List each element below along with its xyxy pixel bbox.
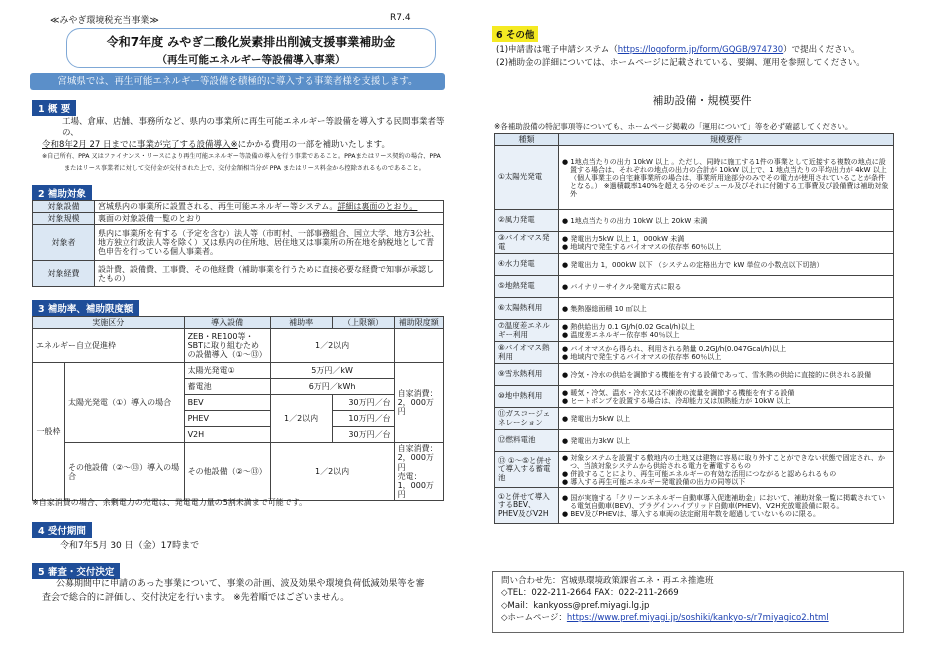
section-5-heading: 5 審査・交付決定 <box>32 563 120 579</box>
intro-banner: 宮城県では、再生可能エネルギー等設備を積極的に導入する事業者様を支援します。 <box>30 73 445 90</box>
deadline-text: 令和7年5月 30 日（金）17時まで <box>60 541 200 551</box>
section-1-body: 工場、倉庫、店舗、事務所など、県内の事業所に再生可能エネルギー等設備を導入する民間事業者等の、 令和8年2月 27 日までに事業が完了する設備導入※にかかる費用の一部を補助いたします。 ※自己所有、PPA 又はファイナンス・リースにより再生可能エネルギー等設備の導入を行う事業であること。PPAまたはリース契約の場合、PPA またはリース事業者に対して交付金が交付された上で、交付金額相当分が PPA またはリース料金から控除されるものであること。 <box>42 117 445 172</box>
req-row-battery: ⑬ ①～⑤と併せて導入する蓄電池 ● 対象システムを設置する敷地内の土地又は建物に容易に取り外すことができない状態で固定され、かつ、当該対象システムから供給される電力を蓄電するもの ● 併設することにより、再生可能エネルギーの有効な活用につながると認められるもの ● 導入する再生可能エネルギー発電設備の出力の同等以下 <box>495 452 894 488</box>
req-row-solar: ①太陽光発電 ● 1地点当たりの出力 10kW 以上 。ただし、同時に施工する1件の事業として近接する複数の地点に設置する場合は、それぞれの地点の出力の合計が 10kW 以上で、1 地点当たりの平均出力が 4kW 以上（個人事業主の自宅兼事業所の場合は、事業所用途部分のみでその電力が使用されていることが条件となる。） ※過積載率140%を超える分のモジュール及びそれに付随する工事費及び設備費は補助対象外 <box>495 146 894 210</box>
section-2-heading: 2 補助対象 <box>32 185 92 201</box>
target-row-scale: 対象規模 裏面の対象設備一覧のとおり <box>33 213 444 225</box>
rate-table: 実施区分 導入設備 補助率 （上限額） 補助限度額 エネルギー自立促進枠 ZEB・RE100等・SBTに取り組むための設備導入（①～⑬） 1／2以内 一般枠 太陽光発電（①）導入の場合 太陽光発電① 5万円／kW 自家消費： 2，000万円 蓄電池 6万円／kWh BEV 1／2以内 30万円／台 PHEV 10万円／台 V2H 30万円／台 その他設備（②～⑬）導入の場合 その他設備（②～⑬） 1／2以内 自家消費： 2，000万円 売電： 1，000万円 <box>32 316 444 501</box>
header-note: ≪みやぎ環境税充当事業≫ <box>50 16 159 26</box>
req-row-cogeneration: ⑪ガスコージェネレーション ● 発電出力5kW 以上 <box>495 408 894 430</box>
requirements-note: ※各補助設備の特記事項等についても、ホームページ掲載の「運用について」等を必ず確認してください。 <box>494 122 853 131</box>
req-row-wind: ②風力発電 ● 1地点当たりの出力 10kW 以上 20kW 未満 <box>495 210 894 232</box>
section-5-body: 公募期間中に申請のあった事業について、事業の計画、波及効果や環境負荷低減効果等を審 査会で総合的に評価し、交付決定を行います。 ※先着順ではございません。 <box>42 579 425 603</box>
target-row-expenses: 対象経費 設計費、設備費、工事費、その他経費（補助事業を行うために直接必要な経費で知事が承認したもの） <box>33 261 444 287</box>
rate-note: ※自家消費の場合、余剰電力の売電は、発電電力量の5割未満まで可能です。 <box>32 498 308 507</box>
req-row-ev: ①と併せて導入するBEV、PHEV及びV2H ● 国が実施する「クリーンエネルギー自動車導入促進補助金」において、補助対象一覧に掲載されている電気自動車(BEV)、プラグインハイブリッド自動車(PHEV)、V2H充放電設備に限る。 ● BEV及びPHEVは、導入する車両の法定耐用年数を超過していないものに限る。 <box>495 488 894 524</box>
req-row-solar-thermal: ⑥太陽熱利用 ● 集熱器総面積 10 ㎡以上 <box>495 298 894 320</box>
target-row-equipment: 対象設備 宮城県内の事業所に設置される、再生可能エネルギー等システム。詳細は裏面のとおり。 <box>33 201 444 213</box>
rate-row-independence: エネルギー自立促進枠 <box>33 329 185 363</box>
section-3-heading: 3 補助率、補助限度額 <box>32 300 139 316</box>
req-row-biomass-power: ③バイオマス発電 ● 発電出力5kW 以上 1，000kW 未満 ● 地域内で発生するバイオマスの依存率 60％以上 <box>495 232 894 254</box>
req-row-biomass-heat: ⑧バイオマス熱利用 ● バイオマスから得られ、利用される熱量 0.2GJ/h(0.047Gcal/h)以上 ● 地域内で発生するバイオマスの依存率 60％以上 <box>495 342 894 364</box>
e-application-link[interactable]: https://logoform.jp/form/GQGB/974730 <box>617 45 784 55</box>
section-6-body: (1)申請書は電子申請システム（https://logoform.jp/form/GQGB/974730）で提出ください。 (2)補助金の詳細については、ホームページに記載されている、要綱、運用を参照してください。 <box>496 45 865 68</box>
req-row-fuel-cell: ⑫燃料電池 ● 発電出力3kW 以上 <box>495 430 894 452</box>
req-row-temp-diff: ⑦温度差エネルギー利用 ● 熱供給出力 0.1 GJ/h(0.02 Gcal/h)以上 ● 温度差エネルギー依存率 40％以上 <box>495 320 894 342</box>
req-row-geothermal: ⑤地熱発電 ● バイナリーサイクル発電方式に限る <box>495 276 894 298</box>
section-6-heading: 6 その他 <box>492 26 538 42</box>
rate-limit-solar: 自家消費： 2，000万円 <box>394 363 443 443</box>
title-box <box>66 28 436 68</box>
contact-box: 問い合わせ先：宮城県環境政策課省エネ・再エネ推進班 ◇TEL：022-211-2664 FAX：022-211-2669 ◇Mail：kankyoss@pref.miyagi.lg.jp ◇ホームページ：https://www.pref.miyagi.jp/soshiki/kankyo-s/r7miyagico2.html <box>492 571 904 633</box>
rate-limit-other: 自家消費： 2，000万円 売電： 1，000万円 <box>394 443 443 501</box>
req-row-geo-heat: ⑩地中熱利用 ● 暖気・冷気、温水・冷水又は不凍液の流量を調節する機能を有する設備 ● ヒートポンプを設置する場合は、冷却能力又は加熱能力が 10kW 以上 <box>495 386 894 408</box>
page-title: 令和7年度 みやぎ二酸化炭素排出削減支援事業補助金 <box>106 35 396 49</box>
date-label: R7.4 <box>390 13 411 23</box>
rate-general-label: 一般枠 <box>33 363 65 501</box>
rate-solar-label: 太陽光発電（①）導入の場合 <box>65 363 185 443</box>
homepage-link[interactable]: https://www.pref.miyagi.jp/soshiki/kankyo-s/r7miyagico2.html <box>566 612 829 623</box>
requirements-table: 種類 規模要件 ①太陽光発電 ● 1地点当たりの出力 10kW 以上 。ただし、同時に施工する1件の事業として近接する複数の地点に設置する場合は、それぞれの地点の出力の合計が 10kW 以上で、1 地点当たりの平均出力が 4kW 以上（個人事業主の自宅兼事業所の場合は、事業所用途部分のみでその電力が使用されていることが条件となる。） ※過積載率140%を超える分のモジュール及びそれに付随する工事費及び設備費は補助対象外 ②風力発電 ● 1地点当たりの出力 10kW 以上 20kW 未満 ③バイオマス発電 ● 発電出力5kW 以上 1，000kW 未満 ● 地域内で発生するバイオマスの依存率 60％以上 ④水力発電 ● 発電出力 1，000kW 以下 （システムの定格出力で kW 単位の小数点以下切捨） ⑤地熱発電 ● バイナリーサイクル発電方式に限る ⑥太陽熱利用 ● 集熱器総面積 10 ㎡以上 ⑦温度差エネルギー利用 ● 熱供給出力 0.1 GJ/h(0.02 Gcal/h)以上 ● 温度差エネルギー依存率 40％以上 ⑧バイオマス熱利用 ● バイオマスから得られ、利用される熱量 0.2GJ/h(0.047Gcal/h)以上 ● 地域内で発生するバイオマスの依存率 60％以上 ⑨雪氷熱利用 ● 冷気・冷水の供給を調節する機能を有する設備であって、雪氷熱の供給に直接的に供される設備 ⑩地中熱利用 ● 暖気・冷気、温水・冷水又は不凍液の流量を調節する機能を有する設備 ● ヒートポンプを設置する場合は、冷却能力又は加熱能力が 10kW 以上 ⑪ガスコージェネレーション ● 発電出力5kW 以上 ⑫燃料電池 ● 発電出力3kW 以上 ⑬ ①～⑤と併せて導入する蓄電池 ● 対象システムを設置する敷地内の土地又は建物に容易に取り外すことができない状態で固定され、かつ、当該対象システムから供給される電力を蓄電するもの ● 併設することにより、再生可能エネルギーの有効な活用につながると認められるもの ● 導入する再生可能エネルギー発電設備の出力の同等以下 ①と併せて導入するBEV、PHEV及びV2H ● 国が実施する「クリーンエネルギー自動車導入促進補助金」において、補助対象一覧に掲載されている電気自動車(BEV)、プラグインハイブリッド自動車(PHEV)、V2H充放電設備に限る。 ● BEV及びPHEVは、導入する車両の法定耐用年数を超過していないものに限る。 <box>494 133 894 524</box>
contact-mail: ◇Mail：kankyoss@pref.miyagi.lg.jp <box>501 600 650 611</box>
section-4-heading: 4 受付期間 <box>32 522 92 538</box>
target-table <box>32 200 444 287</box>
contact-tel: ◇TEL：022-211-2664 FAX：022-211-2669 <box>501 588 679 599</box>
section-1-heading: 1 概 要 <box>32 100 76 116</box>
req-row-hydro: ④水力発電 ● 発電出力 1，000kW 以下 （システムの定格出力で kW 単位の小数点以下切捨） <box>495 254 894 276</box>
target-row-eligible: 対象者 県内に事業所を有する（予定を含む）法人等（市町村、一部事務組合、国立大学、地方3公社、地方独立行政法人等を除く）又は県内の住所地、居住地又は事業所の所在地を納税地として青色申告を行っている個人事業者。 <box>33 225 444 261</box>
req-row-snow-ice: ⑨雪氷熱利用 ● 冷気・冷水の供給を調節する機能を有する設備であって、雪氷熱の供給に直接的に供される設備 <box>495 364 894 386</box>
requirements-title: 補助設備・規模要件 <box>652 94 752 107</box>
rate-other-label: その他設備（②～⑬）導入の場合 <box>65 443 185 501</box>
page-subtitle: （再生可能エネルギー等設備導入事業） <box>156 54 346 66</box>
